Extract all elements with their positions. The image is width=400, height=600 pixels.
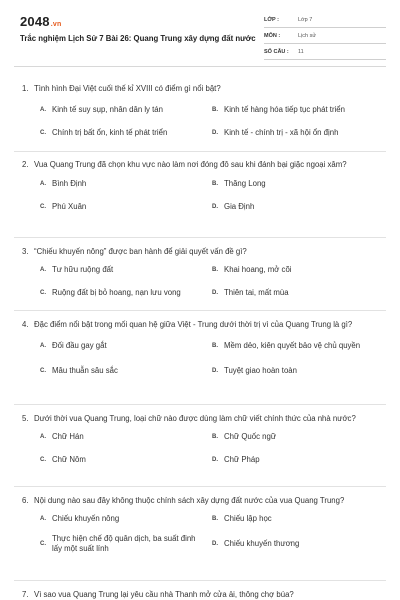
question-number: 7. xyxy=(22,590,29,599)
meta-subject-value: Lịch sử xyxy=(298,33,317,39)
answer-option[interactable]: A. Tư hữu ruộng đất xyxy=(40,264,114,274)
quiz-meta xyxy=(264,14,386,62)
answer-option[interactable]: C. Ruộng đất bị bỏ hoang, nạn lưu vong xyxy=(40,287,181,297)
question-text: 5. Dưới thời vua Quang Trung, loại chữ nào được dùng làm chữ viết chính thức của nhà nước? xyxy=(22,414,356,423)
answer-option[interactable]: A. Chiếu khuyến nông xyxy=(40,513,120,523)
question-text: 7. Vì sao vua Quang Trung lại yêu cầu nhà Thanh mở cửa ải, thông chợ búa? xyxy=(22,590,294,599)
question-5 xyxy=(14,405,386,487)
quiz-title: Trắc nghiệm Lịch Sử 7 Bài 26: Quang Trung xây dựng đất nước xyxy=(20,34,256,43)
answer-option[interactable]: D. Tuyệt giao hoàn toàn xyxy=(212,365,297,375)
answer-options xyxy=(14,425,386,471)
question-2 xyxy=(14,152,386,238)
answer-option[interactable]: D. Chữ Pháp xyxy=(212,454,260,464)
question-7 xyxy=(14,581,386,600)
answer-option[interactable]: B. Khai hoang, mở cõi xyxy=(212,264,292,274)
meta-class xyxy=(264,14,386,28)
answer-option[interactable]: C. Phú Xuân xyxy=(40,201,87,211)
answer-option[interactable]: A. Chữ Hán xyxy=(40,431,84,441)
answer-options xyxy=(14,258,386,304)
answer-option[interactable]: C. Chính trị bất ổn, kinh tế phát triển xyxy=(40,127,168,137)
answer-option[interactable]: A. Đối đầu gay gắt xyxy=(40,340,107,350)
header-divider xyxy=(14,66,386,67)
answer-options xyxy=(14,98,386,144)
answer-option[interactable]: D. Kinh tế - chính trị - xã hội ổn định xyxy=(212,127,339,137)
meta-class-value: Lớp 7 xyxy=(298,17,313,23)
meta-count-label: SỐ CÂU : xyxy=(264,49,289,55)
meta-subject-label: MÔN : xyxy=(264,33,281,39)
answer-option[interactable]: B. Thăng Long xyxy=(212,178,266,188)
answer-options xyxy=(14,507,386,558)
answer-option[interactable]: C. Chữ Nôm xyxy=(40,454,86,464)
question-number: 2. xyxy=(22,160,29,169)
page-header xyxy=(14,12,386,64)
question-3 xyxy=(14,238,386,311)
answer-option[interactable]: B. Kinh tế hàng hóa tiếp tục phát triển xyxy=(212,104,345,114)
answer-option[interactable]: D. Thiên tai, mất mùa xyxy=(212,287,289,297)
site-logo[interactable]: 2048.vn xyxy=(20,14,62,29)
meta-subject xyxy=(264,30,386,44)
meta-class-label: LỚP : xyxy=(264,17,279,23)
question-list xyxy=(14,74,386,600)
question-text: 4. Đặc điểm nổi bật trong mối quan hệ giữa Việt - Trung dưới thời trị vì của Quang Trung là gì? xyxy=(22,320,353,329)
answer-option[interactable]: C. Mâu thuẫn sâu sắc xyxy=(40,365,118,375)
question-text: 1. Tình hình Đại Việt cuối thế kỉ XVIII có điểm gì nổi bật? xyxy=(22,84,221,93)
answer-option[interactable]: A. Bình Định xyxy=(40,178,87,188)
answer-option[interactable]: B. Chữ Quốc ngữ xyxy=(212,431,277,441)
question-number: 4. xyxy=(22,320,29,329)
question-1 xyxy=(14,74,386,152)
question-number: 1. xyxy=(22,84,29,93)
question-text: 2. Vua Quang Trung đã chọn khu vực nào làm nơi đóng đô sau khi đánh bại giặc ngoại xâm? xyxy=(22,160,347,169)
meta-count-value: 11 xyxy=(298,49,304,55)
answer-option[interactable]: D. Chiếu khuyến thương xyxy=(212,539,300,548)
answer-option[interactable]: C. Thực hiện chế độ quân dịch, ba suất đinh lấy một suất lính xyxy=(40,534,196,553)
question-6 xyxy=(14,487,386,581)
answer-options xyxy=(14,332,386,382)
answer-options xyxy=(14,172,386,218)
question-text: 6. Nội dung nào sau đây không thuộc chính sách xây dựng đất nước của vua Quang Trung? xyxy=(22,496,345,505)
answer-option[interactable]: D. Gia Định xyxy=(212,201,255,211)
meta-count xyxy=(264,46,386,60)
answer-option[interactable]: B. Chiếu lập học xyxy=(212,513,272,523)
question-text: 3. “Chiếu khuyến nông” được ban hành để giải quyết vấn đề gì? xyxy=(22,247,247,256)
question-number: 6. xyxy=(22,496,29,505)
answer-option[interactable]: A. Kinh tế suy sụp, nhân dân ly tán xyxy=(40,104,163,114)
answer-option[interactable]: B. Mềm dẻo, kiên quyết bảo vệ chủ quyền xyxy=(212,340,361,350)
question-number: 3. xyxy=(22,247,29,256)
question-number: 5. xyxy=(22,414,29,423)
question-4 xyxy=(14,311,386,405)
